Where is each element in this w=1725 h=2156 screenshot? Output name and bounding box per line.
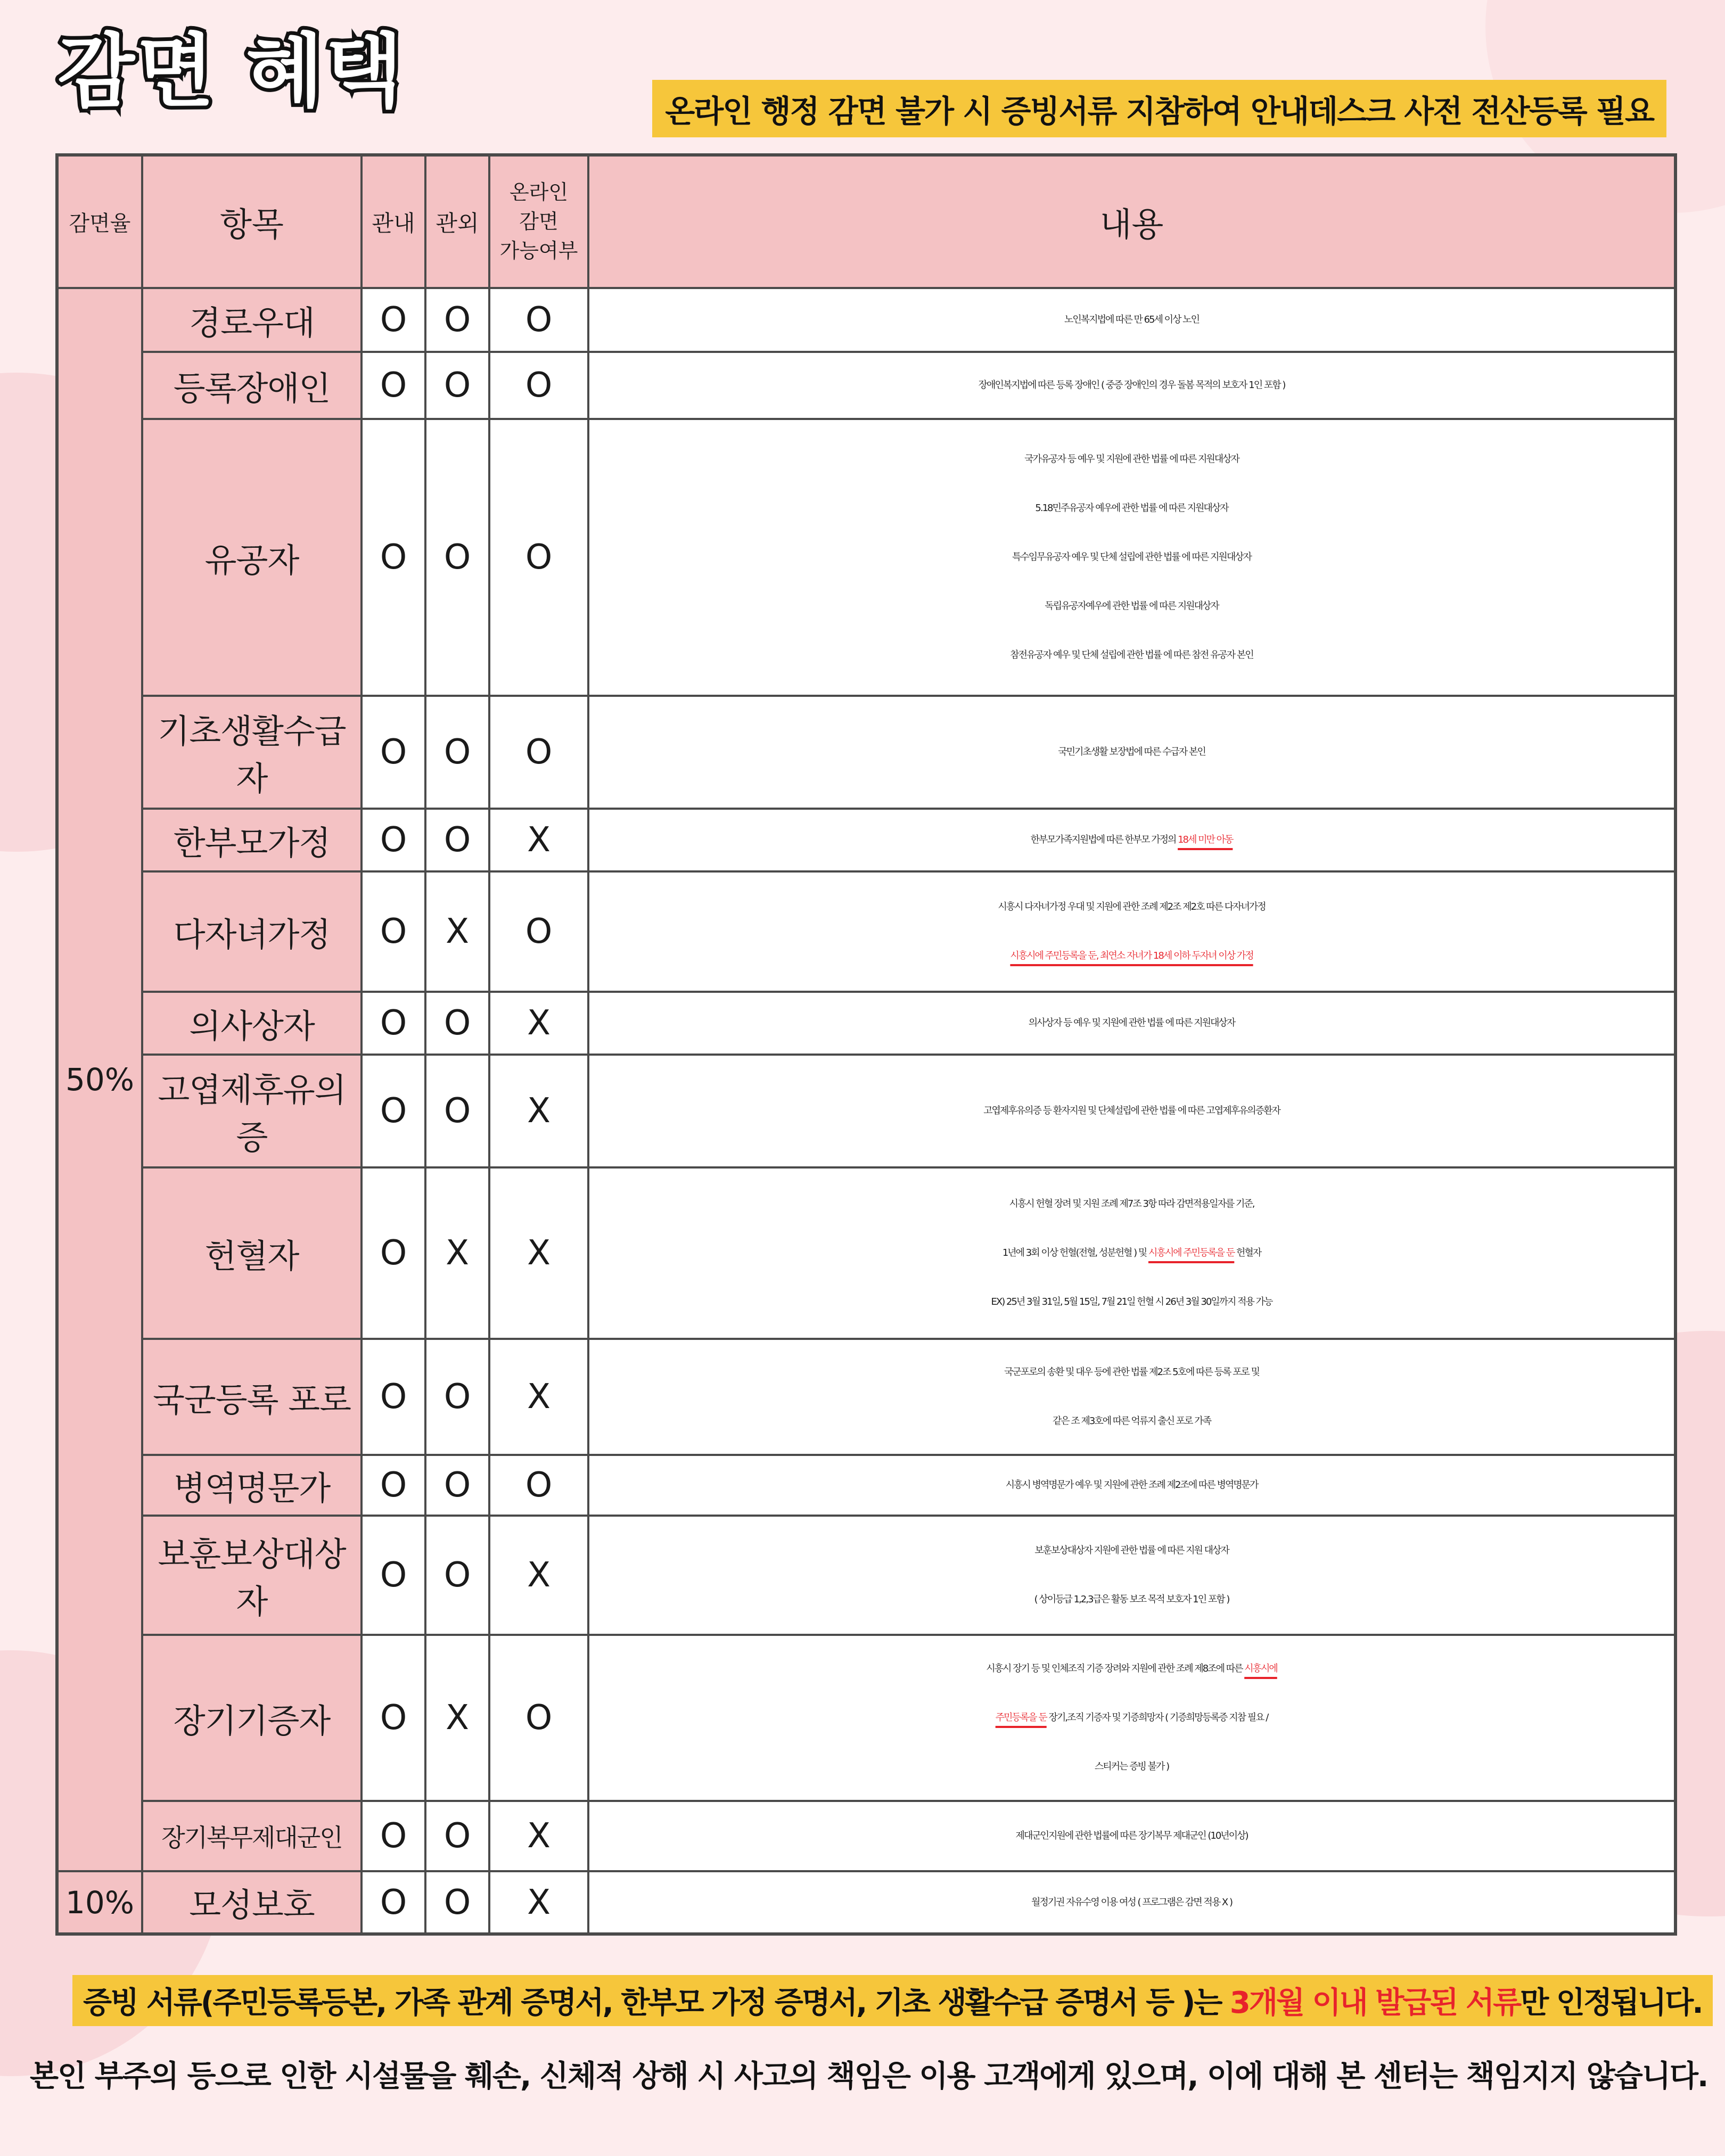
content-line: 고엽제후유의증 등 환자지원 및 단체설립에 관한 법률 에 따른 고엽제후유의증환자 <box>983 1105 1280 1116</box>
content-line: 독립유공자예우에 관한 법률 에 따른 지원대상자 <box>1045 600 1219 612</box>
content-cell <box>588 1055 1675 1167</box>
content-line: 참전유공자 예우 및 단체 설립에 관한 법률 에 따른 참전 유공자 본인 <box>1010 649 1253 661</box>
content-line: 시흥시 다자녀가정 우대 및 지원에 관한 조례 제2조 제2호 따른 다자녀가정 <box>998 901 1266 912</box>
table-row <box>57 809 1675 871</box>
content-cell <box>588 1871 1675 1934</box>
table-row <box>57 288 1675 352</box>
online-mark: O <box>489 871 588 992</box>
table-row <box>57 992 1675 1055</box>
in-city-mark: O <box>362 419 425 696</box>
highlighted-text: 주민등록을 둔 <box>995 1712 1047 1723</box>
online-mark: O <box>489 1635 588 1801</box>
out-city-mark: O <box>425 288 489 352</box>
highlighted-text: 시흥시에 주민등록을 둔 <box>1148 1247 1235 1258</box>
category-cell: 보훈보상대상자 <box>142 1516 362 1635</box>
out-city-mark: X <box>425 1167 489 1339</box>
online-mark: X <box>489 1339 588 1455</box>
online-mark: O <box>489 696 588 809</box>
content-cell <box>588 696 1675 809</box>
category-cell: 등록장애인 <box>142 352 362 419</box>
online-mark: X <box>489 1055 588 1167</box>
out-city-mark: O <box>425 696 489 809</box>
online-mark: X <box>489 809 588 871</box>
header-item: 항목 <box>142 155 362 288</box>
table-header-row <box>57 155 1675 288</box>
out-city-mark: O <box>425 1871 489 1934</box>
category-cell: 유공자 <box>142 419 362 696</box>
content-line: 월정기권 자유수영 이용 여성 ( 프로그램은 감면 적용 X ) <box>1031 1896 1233 1908</box>
table-row <box>57 1339 1675 1455</box>
content-line: 노인복지법에 따른 만 65세 이상 노인 <box>1064 314 1199 325</box>
category-cell: 모성보호 <box>142 1871 362 1934</box>
table-row <box>57 1055 1675 1167</box>
online-mark: X <box>489 1801 588 1871</box>
content-cell <box>588 871 1675 992</box>
content-line: EX) 25년 3월 31일, 5월 15일, 7월 21일 헌혈 시 26년 3월 30일까지 적용 가능 <box>991 1296 1272 1307</box>
disclaimer-text: 본인 부주의 등으로 인한 시설물을 훼손, 신체적 상해 시 사고의 책임은 이용 고객에게 있으며, 이에 대해 본 센터는 책임지지 않습니다. <box>30 2059 1708 2094</box>
in-city-mark: O <box>362 992 425 1055</box>
content-cell <box>588 1801 1675 1871</box>
header-online-availability: 온라인 감면 가능여부 <box>489 155 588 288</box>
table-row <box>57 419 1675 696</box>
content-cell <box>588 352 1675 419</box>
content-cell <box>588 419 1675 696</box>
content-line <box>589 932 1674 981</box>
table-row <box>57 1871 1675 1934</box>
rate-cell: 50% <box>57 288 142 1871</box>
header-out-city: 관외 <box>425 155 489 288</box>
online-mark: X <box>489 1167 588 1339</box>
out-city-mark: O <box>425 1339 489 1455</box>
in-city-mark: O <box>362 352 425 419</box>
content-line: 5.18민주유공자 예우에 관한 법률 에 따른 지원대상자 <box>1035 503 1228 514</box>
out-city-mark: O <box>425 1455 489 1516</box>
table-row <box>57 1455 1675 1516</box>
content-line: 국가유공자 등 예우 및 지원에 관한 법률 에 따른 지원대상자 <box>1024 454 1239 465</box>
header-rate: 감면율 <box>57 155 142 288</box>
table-row <box>57 1167 1675 1339</box>
online-mark: O <box>489 1455 588 1516</box>
in-city-mark: O <box>362 1055 425 1167</box>
table-row <box>57 1635 1675 1801</box>
content-line: 시흥시 장기 등 및 인체조직 기증 장려와 지원에 관한 조례 제8조에 따른 시흥시에 <box>986 1663 1277 1674</box>
header-content: 내용 <box>588 155 1675 288</box>
content-cell <box>588 1635 1675 1801</box>
content-line: 1년에 3회 이상 헌혈(전혈, 성분헌혈 ) 및 시흥시에 주민등록을 둔 헌혈자 <box>1002 1247 1261 1258</box>
content-line: 보훈보상대상자 지원에 관한 법률 에 따른 지원 대상자 <box>1034 1545 1229 1556</box>
content-cell <box>588 992 1675 1055</box>
content-cell <box>588 1339 1675 1455</box>
in-city-mark: O <box>362 1339 425 1455</box>
category-cell: 한부모가정 <box>142 809 362 871</box>
out-city-mark: O <box>425 419 489 696</box>
out-city-mark: X <box>425 1635 489 1801</box>
table-row <box>57 696 1675 809</box>
content-line: 특수임무유공자 예우 및 단체 설립에 관한 법률 에 따른 지원대상자 <box>1012 552 1251 563</box>
online-mark: X <box>489 1516 588 1635</box>
out-city-mark: O <box>425 1516 489 1635</box>
content-line: 국민기초생활 보장법에 따른 수급자 본인 <box>1058 746 1205 758</box>
content-line: 시흥시 헌혈 장려 및 지원 조례 제7조 3항 따라 감면적용일자를 기준, <box>1009 1198 1254 1209</box>
category-cell: 의사상자 <box>142 992 362 1055</box>
bottom-notice-highlight: 3개월 이내 발급된 서류 <box>1229 1986 1521 2020</box>
category-cell: 장기복무제대군인 <box>142 1801 362 1871</box>
content-line: 같은 조 제3호에 따른 억류지 출신 포로 가족 <box>1052 1416 1211 1427</box>
in-city-mark: O <box>362 809 425 871</box>
online-mark: O <box>489 288 588 352</box>
in-city-mark: O <box>362 1871 425 1934</box>
content-line: 주민등록을 둔 장기,조직 기증자 및 기증희망자 ( 기증희망등록증 지참 필요 / <box>995 1712 1268 1723</box>
category-cell: 장기기증자 <box>142 1635 362 1801</box>
category-cell: 병역명문가 <box>142 1455 362 1516</box>
content-line: 제대군인지원에 관한 법률에 따른 장기복무 제대군인 (10년이상) <box>1015 1830 1248 1841</box>
content-cell <box>588 1516 1675 1635</box>
in-city-mark: O <box>362 1167 425 1339</box>
out-city-mark: X <box>425 871 489 992</box>
in-city-mark: O <box>362 696 425 809</box>
content-line: 의사상자 등 예우 및 지원에 관한 법률 에 따른 지원대상자 <box>1028 1017 1235 1028</box>
table-body <box>57 288 1675 1934</box>
content-line: 국군포로의 송환 및 대우 등에 관한 법률 제2조 5호에 따른 등록 포로 및 <box>1004 1367 1260 1378</box>
content-cell <box>588 288 1675 352</box>
content-line: 시흥시 병역명문가 예우 및 지원에 관한 조례 제2조에 따른 병역명문가 <box>1005 1479 1258 1491</box>
table-row <box>57 871 1675 992</box>
in-city-mark: O <box>362 288 425 352</box>
top-notice-banner: 온라인 행정 감면 불가 시 증빙서류 지참하여 안내데스크 사전 전산등록 필요 <box>652 80 1666 137</box>
category-cell: 경로우대 <box>142 288 362 352</box>
in-city-mark: O <box>362 1635 425 1801</box>
out-city-mark: O <box>425 1055 489 1167</box>
content-cell <box>588 1167 1675 1339</box>
page-title: 감면 혜택 <box>58 26 405 118</box>
in-city-mark: O <box>362 1455 425 1516</box>
highlighted-text: 18세 미만 아동 <box>1178 834 1233 845</box>
highlighted-text: 시흥시에 <box>1244 1663 1277 1674</box>
in-city-mark: O <box>362 1801 425 1871</box>
content-line: ( 상이등급 1,2,3급은 활동 보조 목적 보호자 1인 포함 ) <box>1034 1594 1229 1605</box>
out-city-mark: O <box>425 992 489 1055</box>
in-city-mark: O <box>362 871 425 992</box>
category-cell: 헌혈자 <box>142 1167 362 1339</box>
online-mark: O <box>489 352 588 419</box>
content-line: 장애인복지법에 따른 등록 장애인 ( 중증 장애인의 경우 돌봄 목적의 보호자 1인 포함 ) <box>978 380 1285 391</box>
in-city-mark: O <box>362 1516 425 1635</box>
highlighted-text: 시흥시에 주민등록을 둔, 최연소 자녀가 18세 이하 두자녀 이상 가정 <box>1010 950 1253 961</box>
content-line: 스티커는 증빙 불가 ) <box>1094 1761 1169 1772</box>
online-mark: X <box>489 1871 588 1934</box>
bottom-notice-banner: 증빙 서류(주민등록등본, 가족 관계 증명서, 한부모 가정 증명서, 기초 생활수급 증명서 등 )는 3개월 이내 발급된 서류만 인정됩니다. <box>72 1975 1713 2026</box>
table-row <box>57 1801 1675 1871</box>
out-city-mark: O <box>425 1801 489 1871</box>
content-line: 한부모가족지원법에 따른 한부모 가정의 18세 미만 아동 <box>1030 834 1233 845</box>
rate-cell: 10% <box>57 1871 142 1934</box>
online-mark: X <box>489 992 588 1055</box>
category-cell: 고엽제후유의증 <box>142 1055 362 1167</box>
out-city-mark: O <box>425 352 489 419</box>
category-cell: 다자녀가정 <box>142 871 362 992</box>
category-cell: 기초생활수급자 <box>142 696 362 809</box>
category-cell: 국군등록 포로 <box>142 1339 362 1455</box>
header-in-city: 관내 <box>362 155 425 288</box>
online-mark: O <box>489 419 588 696</box>
content-cell <box>588 1455 1675 1516</box>
table-row <box>57 352 1675 419</box>
content-cell <box>588 809 1675 871</box>
out-city-mark: O <box>425 809 489 871</box>
discount-table <box>55 153 1677 1936</box>
table-row <box>57 1516 1675 1635</box>
